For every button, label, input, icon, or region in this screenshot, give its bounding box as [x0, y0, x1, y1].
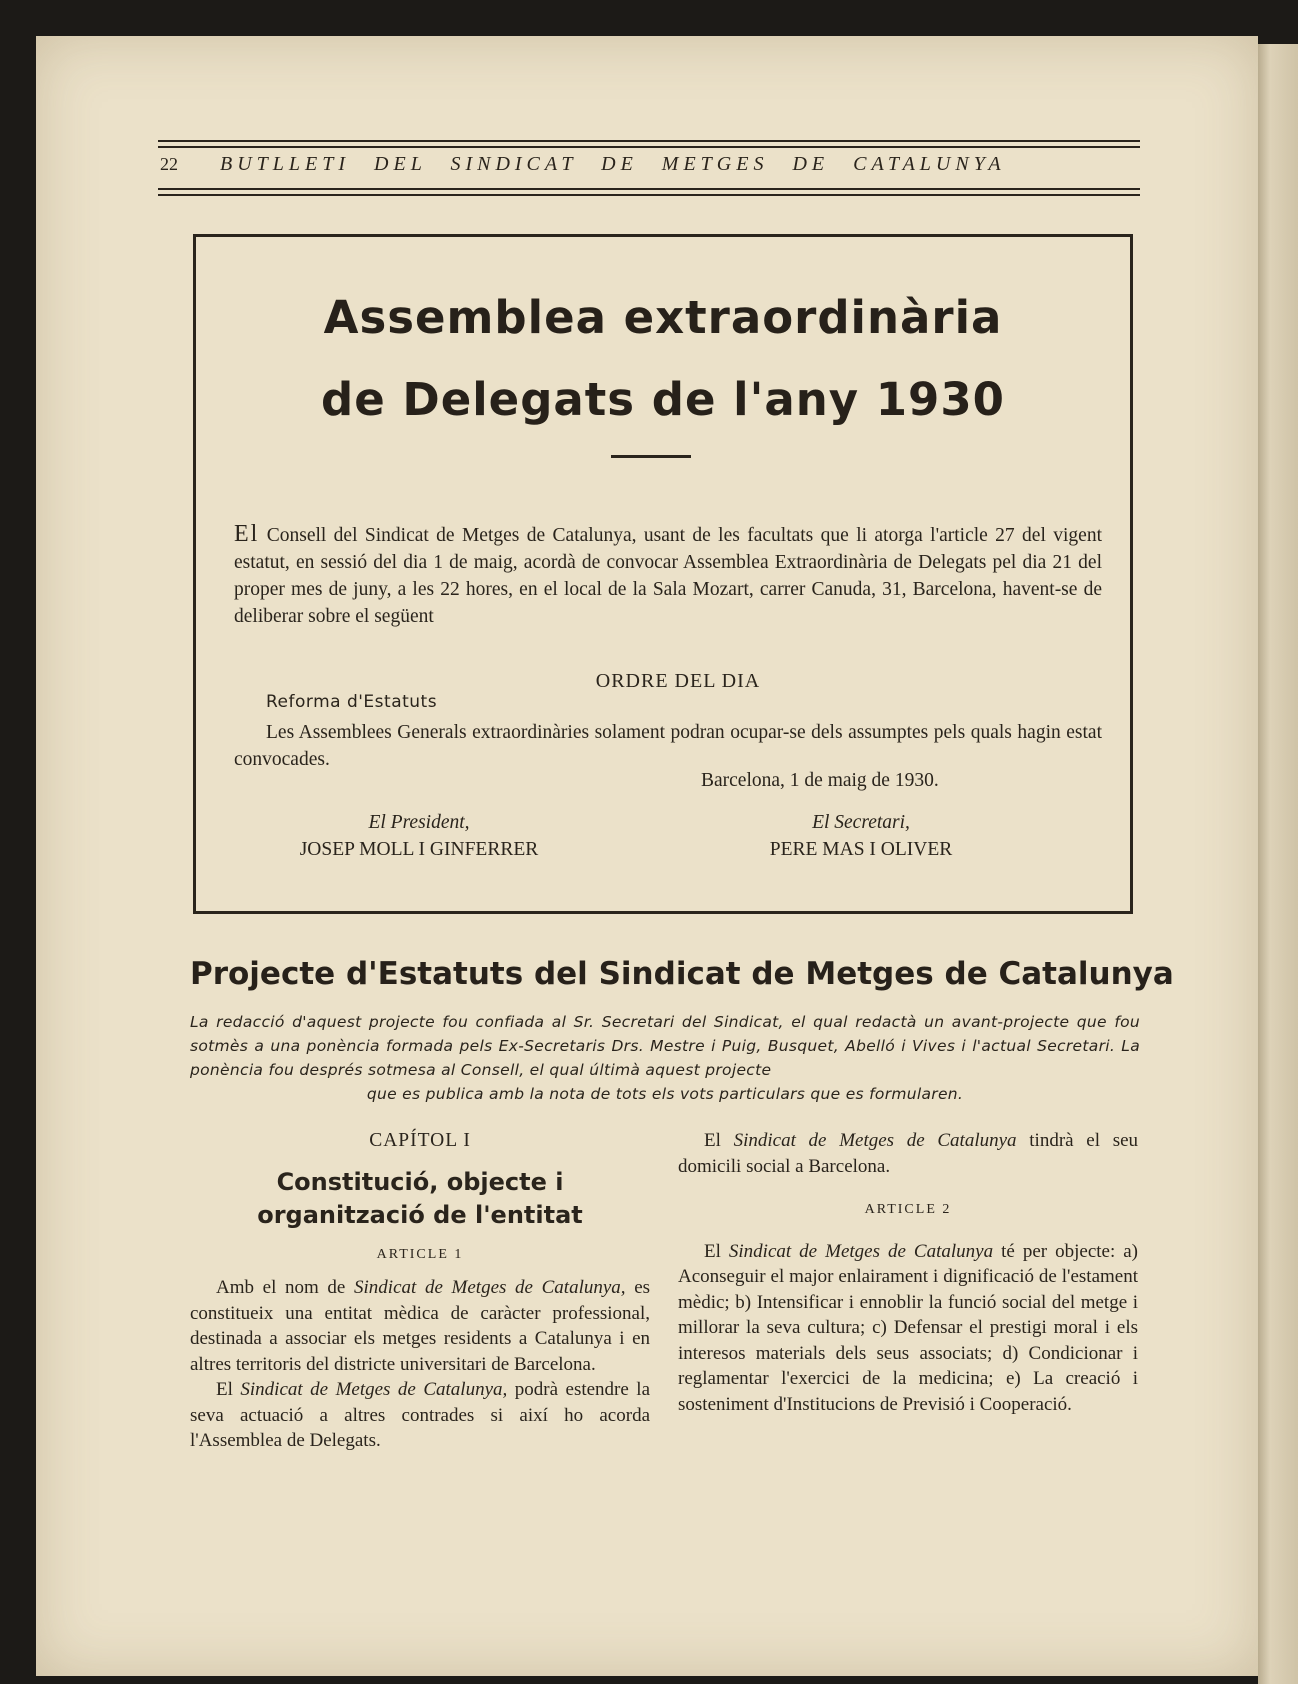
page-edge	[1258, 44, 1298, 1684]
project-title: Projecte d'Estatuts del Sindicat de Metges de Catalunya	[190, 956, 1174, 992]
page-number: 22	[160, 154, 178, 174]
notice-title-line2: de Delegats de l'any 1930	[320, 373, 1005, 426]
president-role: El President,	[368, 812, 470, 833]
chapter-title: Constitució, objecte i organització de l'entitat	[257, 1167, 583, 1229]
running-header	[158, 0, 1140, 200]
italic-run: Sindicat de Metges de Catalunya	[733, 1130, 1017, 1151]
text-run: té per objecte: a) Aconseguir el major enlairament i dignificació de l'estament mèdic; b) Intensificar i ennoblir la funció social del metge i millorar la seva cultura; c) Defensar el prestigi moral i els interesos materials dels seus associats; d) Condicionar i reglamentar l'exercici de la medicina; e) La creació i sosteniment d'Institucions de Previsió i Cooperació.	[678, 1240, 1139, 1415]
article-1-paragraph-2	[190, 1377, 650, 1454]
article-1-paragraph-3	[678, 1128, 1138, 1179]
italic-run: Sindicat de Metges de Catalunya,	[240, 1379, 508, 1400]
notice-paragraph-1	[234, 521, 1102, 630]
notice-title-line1: Assemblea extraordinària	[323, 291, 1003, 344]
drop-initial: El	[234, 521, 260, 547]
article-2-paragraph	[678, 1239, 1138, 1418]
text-run: es constitueix una entitat mèdica de caràcter professional, destinada a associar els metges residents a Catalunya i en altres territoris del districte universitari de Barcelona.	[190, 1277, 651, 1375]
secretary-signature	[696, 809, 1026, 863]
column-right	[678, 1128, 1138, 1417]
article-2-heading: ARTICLE 2	[864, 1202, 952, 1217]
secretary-name: PERE MAS I OLIVER	[769, 839, 953, 860]
header-line	[158, 140, 1140, 175]
assembly-notice-box	[193, 234, 1133, 914]
text-run: tindrà el seu domicili social a Barcelona.	[678, 1130, 1139, 1177]
text-run: El	[704, 1130, 721, 1151]
title-divider	[611, 455, 691, 458]
text-run: El	[216, 1379, 233, 1400]
agenda-item: Reforma d'Estatuts	[266, 692, 438, 712]
article-1-heading: ARTICLE 1	[376, 1246, 464, 1262]
text-run: El	[704, 1240, 721, 1262]
president-name: JOSEP MOLL I GINFERRER	[299, 839, 539, 860]
notice-paragraph-2: Les Assemblees Generals extraordinàries solament podran ocupar-se dels assumptes pels quals hagin estat convocades.	[234, 722, 1102, 770]
project-intro-text: La redacció d'aquest projecte fou confiada al Sr. Secretari del Sindicat, el qual redactà un avant-projecte que fou sotmès a una ponència formada pels Ex-Secretaris Drs. Mestre i Puig, Busquet, Abelló i Vives i l'actual Secretari. La ponència fou després sotmesa al Consell, el qual últimà aquest projecte	[190, 1013, 1140, 1079]
secretary-role: El Secretari,	[812, 812, 910, 833]
journal-title: BUTLLETI DEL SINDICAT DE METGES DE CATALUNYA	[220, 153, 1006, 175]
text-run: podrà estendre la seva actuació a altres contrades si així ho acorda l'Assemblea de Delegats.	[190, 1379, 651, 1451]
president-signature	[254, 809, 584, 863]
header-rule-bottom-2	[158, 194, 1140, 196]
project-intro	[190, 1010, 1140, 1106]
project-intro-last-line: que es publica amb la nota de tots els vots particulars que es formularen.	[366, 1085, 964, 1103]
notice-date: Barcelona, 1 de maig de 1930.	[701, 770, 939, 791]
text-run: Amb el nom de	[216, 1277, 346, 1298]
order-of-day-heading: ORDRE DEL DIA	[595, 670, 761, 692]
notice-paragraph-1-text: Consell del Sindicat de Metges de Catalunya, usant de les facultats que li atorga l'article 27 del vigent estatut, en sessió del dia 1 de maig, acordà de convocar Assemblea Extraordinària de Delegats pel dia 21 del proper mes de juny, a les 22 hores, en el local de la Sala Mozart, carrer Canuda, 31, Barcelona, havent-se de deliberar sobre el següent	[234, 525, 1103, 627]
chapter-heading: CAPÍTOL I	[369, 1130, 471, 1151]
italic-run: Sindicat de Metges de Catalunya,	[354, 1277, 626, 1298]
article-1-paragraph-1	[190, 1275, 650, 1377]
header-rule-bottom	[158, 188, 1140, 190]
column-left	[190, 1128, 650, 1454]
italic-run: Sindicat de Metges de Catalunya	[728, 1240, 994, 1262]
